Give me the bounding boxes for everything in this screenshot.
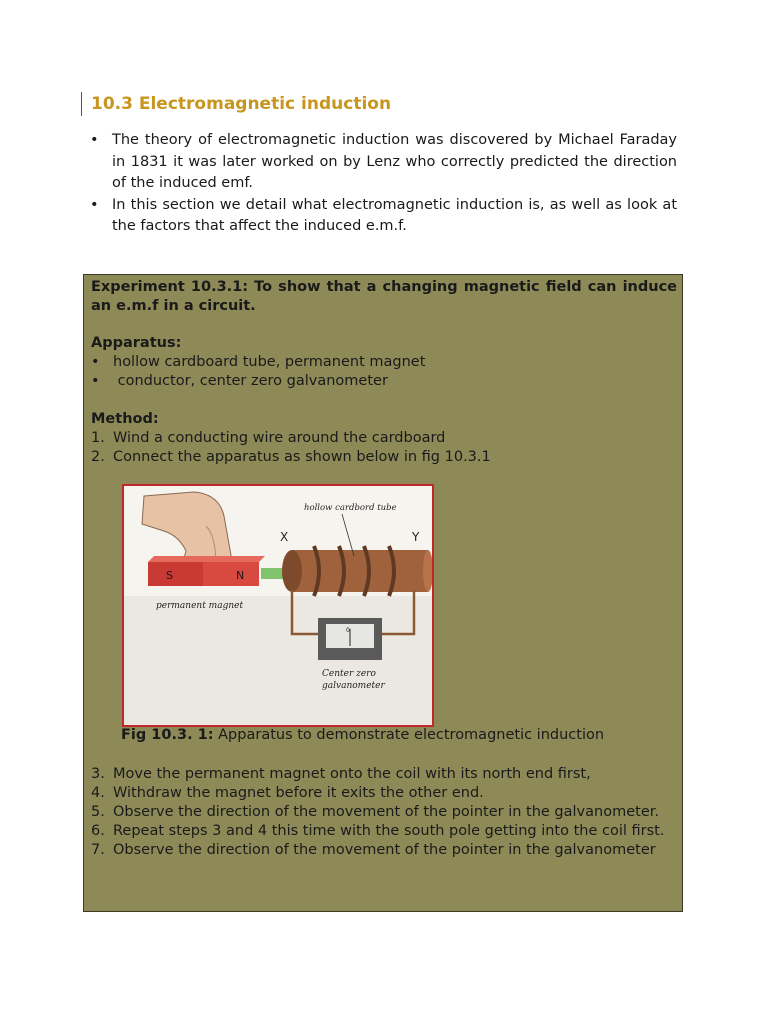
- step-text: Connect the apparatus as shown below in fig 10.3.1: [113, 449, 491, 465]
- apparatus-figure: [122, 484, 434, 727]
- apparatus-illustration: [124, 486, 432, 725]
- step-text: Observe the direction of the movement of the pointer in the galvanometer.: [113, 804, 659, 820]
- magnet-s-label: S: [166, 569, 173, 582]
- method-step: [91, 841, 681, 860]
- galvanometer-label-2: galvanometer: [322, 681, 385, 691]
- step-number: 4.: [91, 785, 105, 801]
- magnet-n-label: N: [236, 569, 245, 582]
- step-text: Repeat steps 3 and 4 this time with the south pole getting into the coil first.: [113, 823, 665, 839]
- intro-item: • The theory of electromagnetic induction was discovered by Michael Faraday in 1831 it was later worked on by Lenz who correctly predicted the direction of the induced emf.: [90, 130, 677, 195]
- intro-list: [90, 130, 677, 238]
- step-number: 2.: [91, 449, 105, 465]
- galvanometer-label-1: Center zero: [322, 669, 376, 679]
- method-step: [91, 803, 681, 822]
- label-y: Y: [412, 530, 420, 544]
- step-number: 1.: [91, 430, 105, 446]
- experiment-box: [83, 274, 683, 912]
- section-heading: 10.3 Electromagnetic induction: [91, 94, 392, 114]
- caption-label: Fig 10.3. 1:: [121, 727, 214, 743]
- method-label: Method:: [91, 411, 159, 427]
- intro-item: • In this section we detail what electromagnetic induction is, as well as look at the factors that affect the induced e.m.f.: [90, 195, 677, 238]
- step-number: 3.: [91, 766, 105, 782]
- step-number: 6.: [91, 823, 105, 839]
- step-number: 7.: [91, 842, 105, 858]
- method-step: [91, 429, 681, 448]
- step-text: Observe the direction of the movement of the pointer in the galvanometer: [113, 842, 656, 858]
- step-text: Move the permanent magnet onto the coil with its north end first,: [113, 766, 591, 782]
- apparatus-item: • hollow cardboard tube, permanent magnet: [91, 353, 425, 372]
- method-step: [91, 765, 681, 784]
- method-step: [91, 784, 681, 803]
- figure-caption: [121, 726, 604, 745]
- method-steps: [91, 429, 681, 467]
- magnet-caption: permanent magnet: [156, 601, 244, 611]
- heading-margin-line: [81, 92, 82, 116]
- step-text: Wind a conducting wire around the cardboard: [113, 430, 446, 446]
- apparatus-list: [91, 353, 425, 391]
- experiment-title: Experiment 10.3.1: To show that a changing magnetic field can induce an e.m.f in a circuit.: [91, 279, 677, 314]
- step-text: Withdraw the magnet before it exits the other end.: [113, 785, 484, 801]
- method-steps-continued: [91, 765, 681, 860]
- apparatus-label: Apparatus:: [91, 335, 182, 351]
- caption-text: Apparatus to demonstrate electromagnetic induction: [213, 727, 605, 743]
- step-number: 5.: [91, 804, 105, 820]
- apparatus-item: • conductor, center zero galvanometer: [91, 372, 425, 391]
- method-step: [91, 822, 681, 841]
- dial-zero: 0: [346, 627, 350, 634]
- method-step: [91, 448, 681, 467]
- label-x: X: [280, 530, 289, 544]
- tube-label: hollow cardbord tube: [304, 503, 397, 513]
